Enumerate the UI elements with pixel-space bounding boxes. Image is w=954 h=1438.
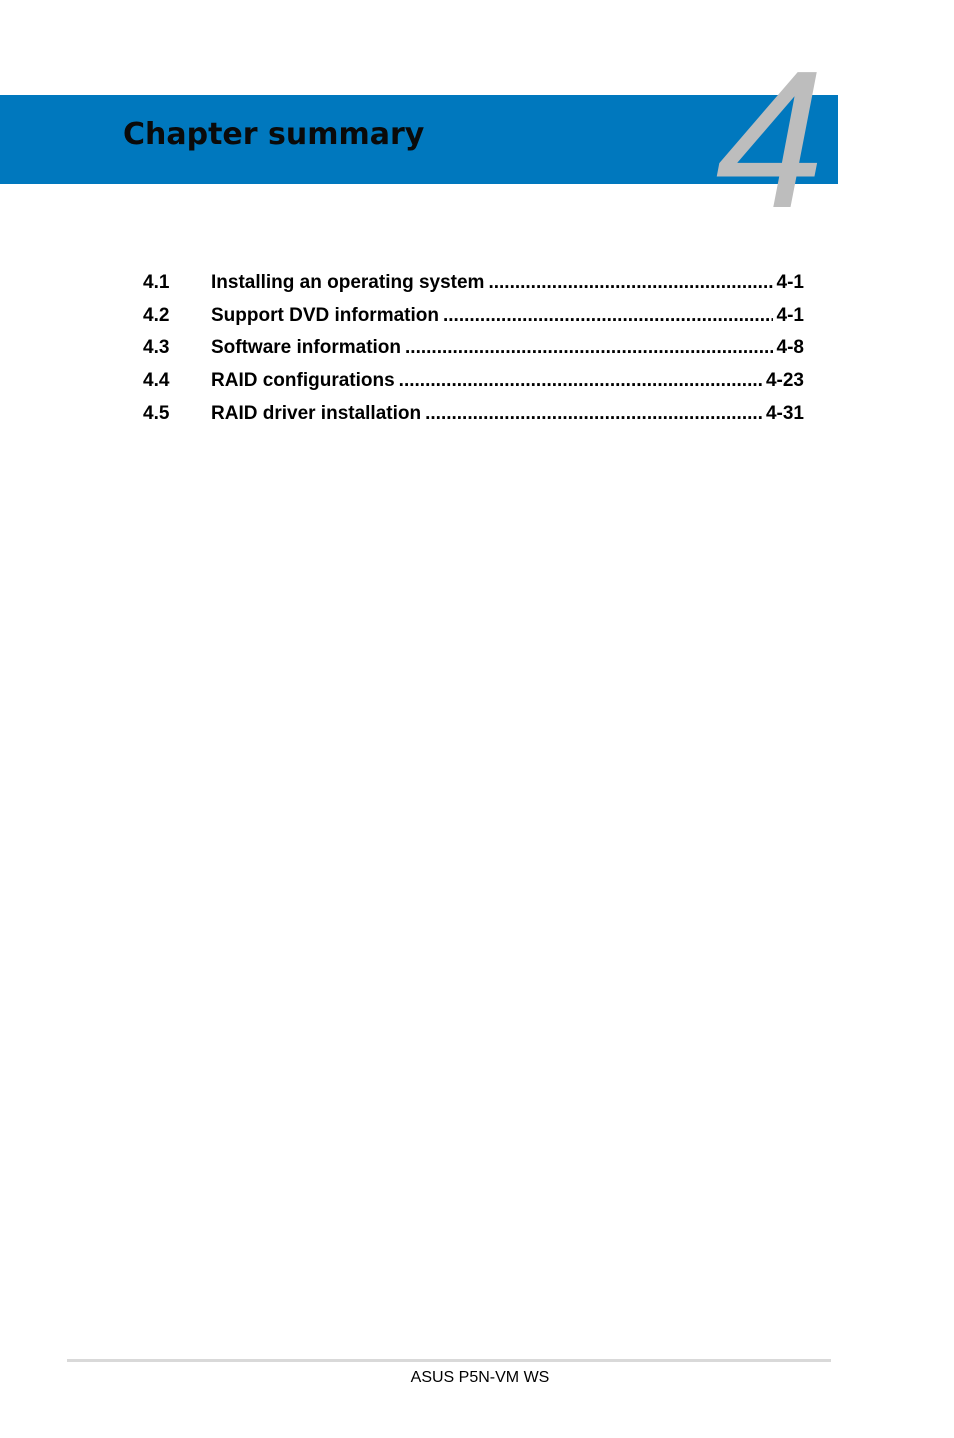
toc-dot-leader (425, 400, 762, 428)
footer-divider (67, 1359, 831, 1362)
toc-entry-page: 4-8 (776, 337, 804, 359)
toc-entry-title: RAID configurations (211, 370, 395, 392)
toc-entry-page: 4-1 (776, 272, 804, 293)
toc-entry-number: 4.1 (143, 272, 170, 293)
toc-entry-number: 4.4 (143, 370, 170, 392)
toc-entry-page: 4-23 (765, 370, 804, 392)
toc-entry[interactable] (143, 400, 804, 433)
footer-product-name: ASUS P5N-VM WS (410, 1369, 550, 1386)
toc-entry[interactable] (143, 367, 804, 400)
chapter-title: Chapter summary (123, 117, 425, 152)
table-of-contents (143, 269, 804, 432)
toc-entry[interactable] (143, 302, 804, 335)
toc-entry-page: 4-31 (765, 402, 804, 424)
toc-dot-leader (488, 269, 772, 297)
toc-entry[interactable] (143, 269, 804, 302)
toc-entry-page: 4-1 (776, 304, 804, 326)
toc-entry-title: Installing an operating system (211, 272, 485, 293)
toc-entry-title: Support DVD information (211, 304, 439, 326)
toc-entry-number: 4.2 (143, 304, 170, 326)
toc-dot-leader (405, 334, 773, 362)
chapter-number: 4 (715, 30, 825, 249)
toc-entry-title: Software information (211, 337, 402, 359)
toc-entry-number: 4.3 (143, 337, 170, 359)
toc-dot-leader (443, 302, 773, 330)
toc-entry-number: 4.5 (143, 402, 170, 424)
toc-entry-title: RAID driver installation (211, 402, 422, 424)
toc-dot-leader (399, 367, 762, 395)
toc-entry[interactable] (143, 334, 804, 367)
